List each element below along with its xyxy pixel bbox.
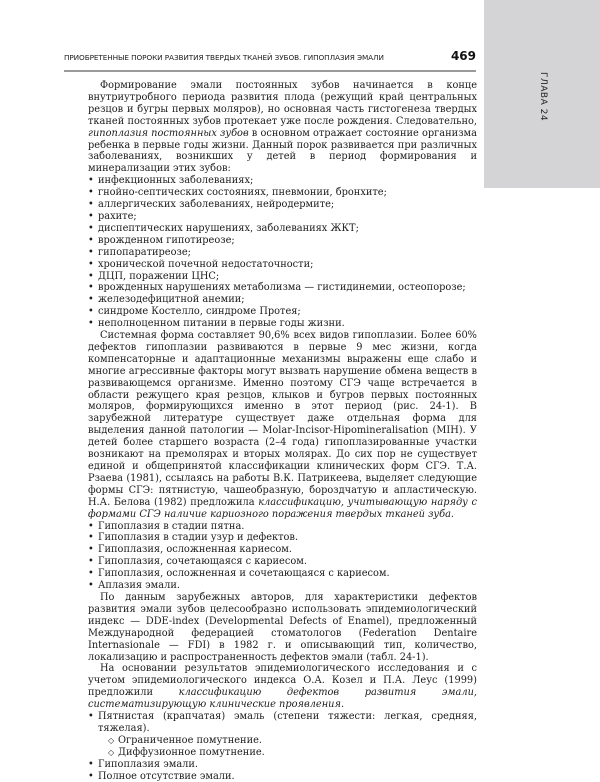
page-body [88, 80, 477, 782]
emphasis-classification-defects: классификацию дефектов развития эмали, систематизирующую клинические проявления. [88, 687, 477, 711]
list-item: • гипопаратиреозе; [88, 247, 477, 259]
list-item: • ДЦП, поражении ЦНС; [88, 271, 477, 283]
paragraph-intro: Формирование эмали постоянных зубов начинается в конце внутриутробного периода развития плода (режущий край центральных резцов и бугры первых моляров), но основная часть гистогенеза твердых тканей постоянных зубов протекает уже после рождения. Следовательно, гипоплазия постоянных зубов в основном отражает состояние организма ребенка в первые годы жизни. Данный порок развивается при различных заболеваниях, возникших у детей в период формирования и минерализации этих зубов: [88, 80, 477, 175]
kozel-classification-list [88, 711, 477, 782]
list-item: • врожденном гипотиреозе; [88, 235, 477, 247]
paragraph-systemic-form: Системная форма составляет 90,6% всех видов гипоплазии. Более 60% дефектов гипоплазии развиваются в первые 9 мес жизни, когда компенсаторные и адаптационные механизмы выражены еще слабо и многие агрессивные факторы могут вызвать нарушение обмена веществ в развивающемся организме. Именно поэтому СГЭ чаще встречается в области режущего края резцов, клыков и бугров первых постоянных моляров, формирующихся именно в этот период (рис. 24-1). В зарубежной литературе существует даже отдельная форма для выделения данной патологии — Molar-Incisor-Hipomineralisation (MIH). У детей более старшего возраста (2–4 года) гипоплазированные участки возникают на премолярах и вторых молярах. До сих пор не существует единой и общепринятой классификации клинических форм СГЭ. Т.А. Рзаева (1981), ссылаясь на работы В.К. Патрикеева, выделяет следующие формы СГЭ: пятнистую, чашеобразную, бороздчатую и апластическую. Н.А. Белова (1982) предложила классификацию, учитывающую наряду с формами СГЭ наличие кариозного поражения твердых тканей зуба. [88, 330, 477, 520]
list-item: • инфекционных заболеваниях; [88, 175, 477, 187]
list-item: • Гипоплазия эмали. [88, 759, 477, 771]
list-item: • Гипоплазия, осложненная и сочетающаяся с кариесом. [88, 568, 477, 580]
list-item: • аллергических заболеваниях, нейродермите; [88, 199, 477, 211]
list-item: • Гипоплазия в стадии узур и дефектов. [88, 532, 477, 544]
list-item: • Гипоплазия, осложненная кариесом. [88, 544, 477, 556]
list-item: • Гипоплазия, сочетающаяся с кариесом. [88, 556, 477, 568]
list-item: • Аплазия эмали. [88, 580, 477, 592]
sub-list-item: ◇ Ограниченное помутнение. [108, 735, 477, 747]
sub-list [98, 735, 477, 759]
list-item: • врожденных нарушениях метаболизма — гистидинемии, остеопорозе; [88, 282, 477, 294]
list-item: • Гипоплазия в стадии пятна. [88, 521, 477, 533]
sub-list-item: ◇ Диффузионное помутнение. [108, 747, 477, 759]
list-item: • Полное отсутствие эмали. [88, 771, 477, 782]
list-item: • диспептических нарушениях, заболеваниях ЖКТ; [88, 223, 477, 235]
paragraph-kozel-leus: На основании результатов эпидемиологического исследования и с учетом эпидемиологического индекса О.А. Козел и П.А. Леус (1999) предложили классификацию дефектов развития эмали, систематизирующую клинические проявления. [88, 663, 477, 711]
page-number: 469 [450, 49, 476, 63]
list-item: • неполноценном питании в первые годы жизни. [88, 318, 477, 330]
running-header [64, 48, 476, 72]
list-item: • синдроме Костелло, синдроме Протея; [88, 306, 477, 318]
emphasis-term: гипоплазия постоянных зубов [88, 127, 249, 139]
emphasis-classification: классификацию, учитывающую наряду с формами СГЭ наличие кариозного поражения твердых тканей зуба. [88, 496, 477, 520]
chapter-side-tab [484, 0, 600, 188]
list-item: • рахите; [88, 211, 477, 223]
chapter-label: ГЛАВА 24 [538, 72, 548, 122]
running-header-title: ПРИОБРЕТЕННЫЕ ПОРОКИ РАЗВИТИЯ ТВЕРДЫХ ТКАНЕЙ ЗУБОВ. ГИПОПЛАЗИЯ ЭМАЛИ [64, 53, 384, 62]
list-item: • гнойно-септических состояниях, пневмонии, бронхите; [88, 187, 477, 199]
list-item: • Пятнистая (крапчатая) эмаль (степени тяжести: легкая, средняя, тяжелая). ◇ Ограниченное помутнение. ◇ Диффузионное помутнение. [88, 711, 477, 759]
list-item: • железодефицитной анемии; [88, 294, 477, 306]
paragraph-dde-index: По данным зарубежных авторов, для характеристики дефектов развития эмали зубов целесообразно использовать эпидемиологический индекс — DDE-index (Developmental Defects of Enamel), предложенный Международной федерацией стоматологов (Federation Dentaire Internasionale — FDI) в 1982 г. и описывающий тип, количество, локализацию и распространенность дефектов эмали (табл. 24-1). [88, 591, 477, 663]
belova-classification-list [88, 521, 477, 592]
diseases-list [88, 175, 477, 330]
list-item: • хронической почечной недостаточности; [88, 259, 477, 271]
